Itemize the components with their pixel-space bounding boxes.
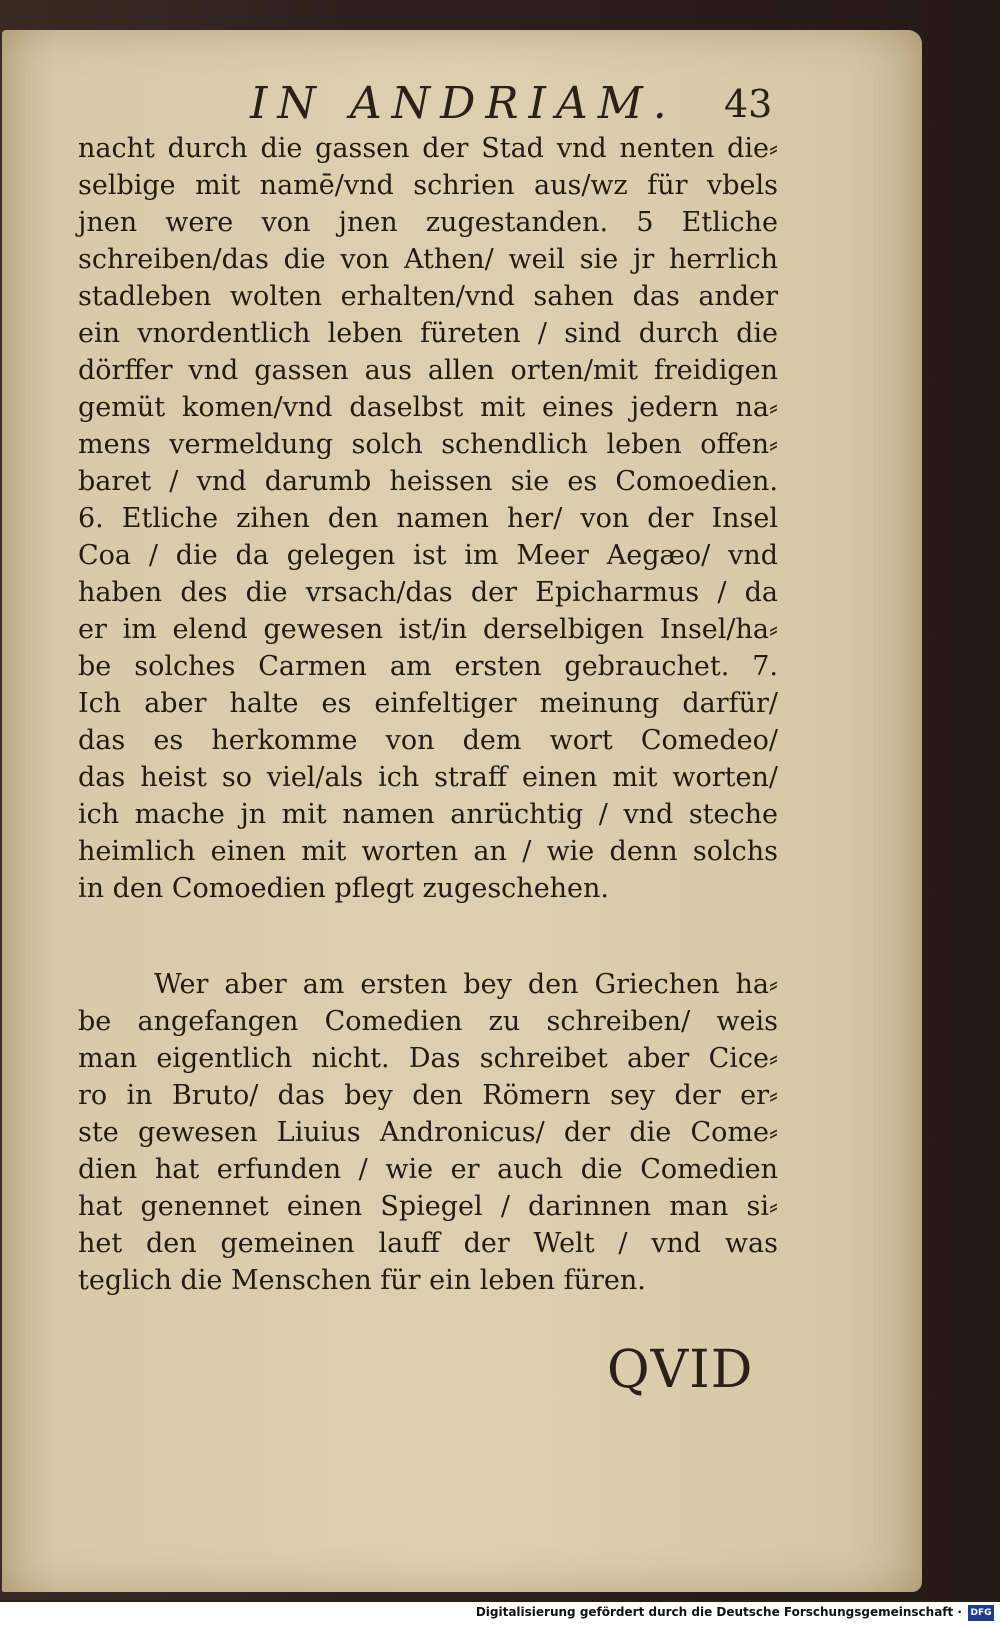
page-number: 43 (724, 82, 773, 126)
text-line: be solches Carmen am ersten gebrauchet. 7. (78, 651, 778, 682)
text-line: das es herkomme von dem wort Comedeo/ (78, 725, 778, 756)
running-head: IN ANDRIAM. (250, 78, 677, 129)
text-line: Coa / die da gelegen ist im Meer Aegæo/ vnd (78, 540, 778, 571)
text-line: ein vnordentlich leben füreten / sind durch die (78, 318, 778, 349)
text-line: teglich die Menschen für ein leben füren. (78, 1265, 646, 1296)
text-line: selbige mit namē/vnd schrien aus/wz für vbels (78, 170, 778, 201)
text-line: gemüt komen/vnd daselbst mit eines jedern na⸗ (78, 392, 778, 423)
text-line: er im elend gewesen ist/in derselbigen Insel/ha⸗ (78, 614, 778, 645)
text-line: hat genennet einen Spiegel / darinnen man si⸗ (78, 1191, 778, 1222)
footer-bar (0, 1602, 1000, 1627)
text-line: das heist so viel/als ich straff einen mit worten/ (78, 762, 778, 793)
text-line: dien hat erfunden / wie er auch die Comedien (78, 1154, 778, 1185)
text-line: stadleben wolten erhalten/vnd sahen das ander (78, 281, 778, 312)
text-line: dörffer vnd gassen aus allen orten/mit freidigen (78, 355, 778, 386)
text-line: het den gemeinen lauff der Welt / vnd was (78, 1228, 778, 1259)
text-line: ich mache jn mit namen anrüchtig / vnd steche (78, 799, 778, 830)
book-page (2, 30, 922, 1592)
dfg-logo-icon: DFG (968, 1605, 994, 1621)
paragraph-2 (78, 966, 778, 1299)
text-line: ro in Bruto/ das bey den Römern sey der er⸗ (78, 1080, 778, 1111)
text-line: jnen were von jnen zugestanden. 5 Etliche (78, 207, 778, 238)
text-line: ste gewesen Liuius Andronicus/ der die Come⸗ (78, 1117, 778, 1148)
catchword: QVID (607, 1340, 754, 1400)
funding-credit: Digitalisierung gefördert durch die Deutsche Forschungsgemeinschaft · (475, 1605, 962, 1619)
text-line: Ich aber halte es einfeltiger meinung darfür/ (78, 688, 778, 719)
text-line: man eigentlich nicht. Das schreibet aber Cice⸗ (78, 1043, 778, 1074)
text-line: be angefangen Comedien zu schreiben/ weis (78, 1006, 778, 1037)
text-line: haben des die vrsach/das der Epicharmus / da (78, 577, 778, 608)
text-line: 6. Etliche zihen den namen her/ von der Insel (78, 503, 778, 534)
text-line: baret / vnd darumb heissen sie es Comoedien. (78, 466, 778, 497)
text-line: Wer aber am ersten bey den Griechen ha⸗ (154, 969, 778, 1000)
text-line: mens vermeldung solch schendlich leben offen⸗ (78, 429, 778, 460)
page-header (2, 78, 922, 138)
paragraph-1 (78, 130, 778, 907)
text-line: in den Comoedien pflegt zugeschehen. (78, 873, 610, 904)
text-line: schreiben/das die von Athen/ weil sie jr herrlich (78, 244, 778, 275)
text-line: heimlich einen mit worten an / wie denn solchs (78, 836, 778, 867)
text-line: nacht durch die gassen der Stad vnd nenten die⸗ (78, 133, 778, 164)
